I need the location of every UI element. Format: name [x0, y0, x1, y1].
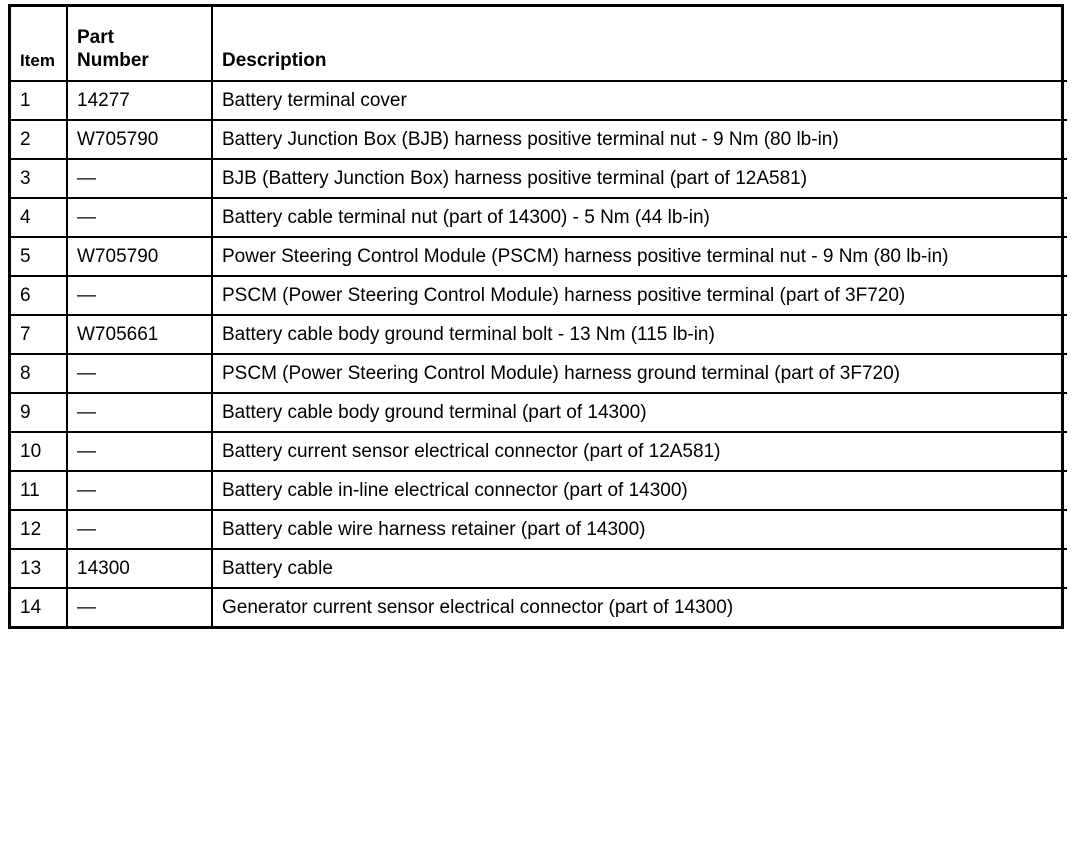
cell-description: Battery terminal cover: [212, 81, 1067, 120]
cell-part-number: —: [67, 276, 212, 315]
cell-part-number: 14300: [67, 549, 212, 588]
table-row: [11, 276, 1067, 315]
table-header-row: [11, 7, 1067, 81]
cell-description: PSCM (Power Steering Control Module) harness positive terminal (part of 3F720): [212, 276, 1067, 315]
table-body: [11, 81, 1067, 626]
cell-description: PSCM (Power Steering Control Module) harness ground terminal (part of 3F720): [212, 354, 1067, 393]
cell-part-number: 14277: [67, 81, 212, 120]
cell-item: 1: [11, 81, 67, 120]
table-row: [11, 354, 1067, 393]
table-row: [11, 393, 1067, 432]
column-header-item: Item: [11, 7, 67, 81]
table-row: [11, 510, 1067, 549]
parts-table-container: [8, 4, 1064, 629]
table-row: [11, 549, 1067, 588]
table-row: [11, 198, 1067, 237]
cell-description: Battery cable wire harness retainer (part of 14300): [212, 510, 1067, 549]
cell-description: Battery cable: [212, 549, 1067, 588]
column-header-part-number-line1: Part: [77, 27, 114, 48]
cell-description: Battery cable terminal nut (part of 14300) - 5 Nm (44 lb-in): [212, 198, 1067, 237]
cell-item: 14: [11, 588, 67, 626]
cell-description: Battery cable body ground terminal (part of 14300): [212, 393, 1067, 432]
table-row: [11, 471, 1067, 510]
cell-part-number: W705790: [67, 120, 212, 159]
cell-part-number: W705790: [67, 237, 212, 276]
cell-item: 3: [11, 159, 67, 198]
table-row: [11, 315, 1067, 354]
cell-description: Power Steering Control Module (PSCM) harness positive terminal nut - 9 Nm (80 lb-in): [212, 237, 1067, 276]
cell-item: 6: [11, 276, 67, 315]
cell-item: 4: [11, 198, 67, 237]
parts-table: [11, 7, 1067, 626]
cell-part-number: —: [67, 198, 212, 237]
cell-description: Battery cable body ground terminal bolt - 13 Nm (115 lb-in): [212, 315, 1067, 354]
cell-item: 12: [11, 510, 67, 549]
cell-part-number: —: [67, 588, 212, 626]
cell-part-number: —: [67, 393, 212, 432]
column-header-part-number-line2: Number: [77, 50, 149, 71]
column-header-part-number: [67, 7, 212, 81]
cell-description: Battery Junction Box (BJB) harness positive terminal nut - 9 Nm (80 lb-in): [212, 120, 1067, 159]
table-row: [11, 159, 1067, 198]
cell-item: 2: [11, 120, 67, 159]
cell-description: Battery cable in-line electrical connector (part of 14300): [212, 471, 1067, 510]
cell-part-number: —: [67, 354, 212, 393]
cell-item: 5: [11, 237, 67, 276]
column-header-description: Description: [212, 7, 1067, 81]
table-row: [11, 432, 1067, 471]
table-row: [11, 81, 1067, 120]
cell-description: Battery current sensor electrical connector (part of 12A581): [212, 432, 1067, 471]
table-row: [11, 237, 1067, 276]
table-header: [11, 7, 1067, 81]
table-row: [11, 588, 1067, 626]
cell-part-number: —: [67, 510, 212, 549]
cell-item: 11: [11, 471, 67, 510]
cell-item: 10: [11, 432, 67, 471]
cell-description: BJB (Battery Junction Box) harness positive terminal (part of 12A581): [212, 159, 1067, 198]
cell-item: 9: [11, 393, 67, 432]
cell-description: Generator current sensor electrical connector (part of 14300): [222, 597, 734, 618]
cell-part-number: —: [67, 159, 212, 198]
cell-item: 13: [11, 549, 67, 588]
cell-part-number: —: [67, 432, 212, 471]
cell-item: 8: [11, 354, 67, 393]
table-row: [11, 120, 1067, 159]
cell-item: 7: [11, 315, 67, 354]
cell-part-number: W705661: [67, 315, 212, 354]
cell-part-number: —: [67, 471, 212, 510]
